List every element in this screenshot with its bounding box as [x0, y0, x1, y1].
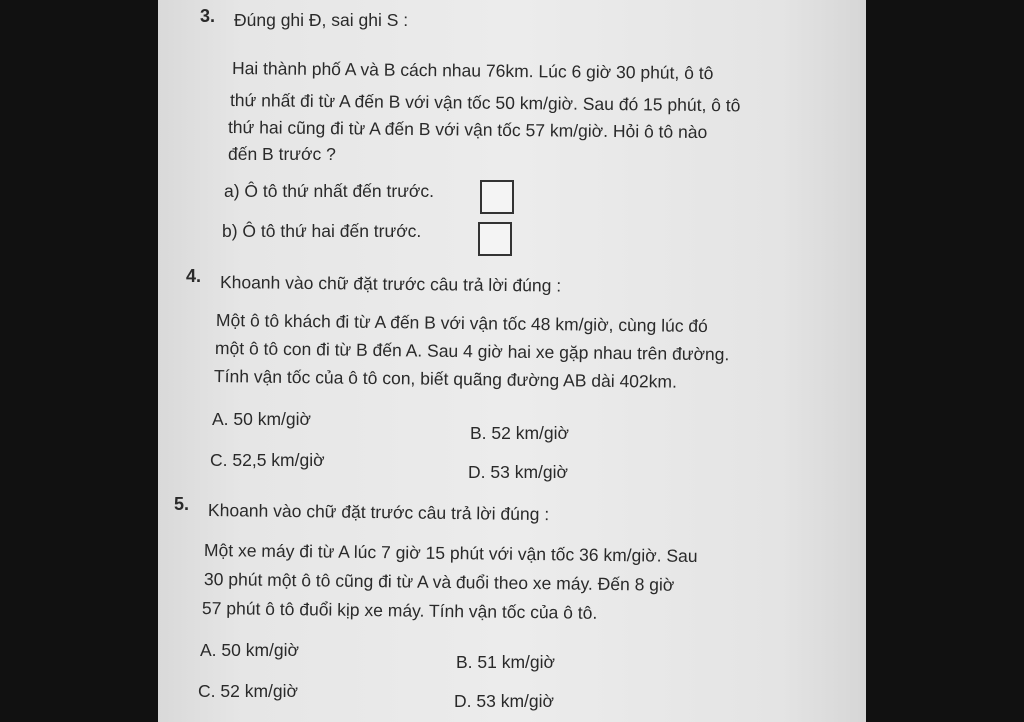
q3-option-a: a) Ô tô thứ nhất đến trước. — [224, 181, 434, 201]
q5-choice-d[interactable]: D. 53 km/giờ — [454, 691, 554, 711]
q3-option-a-checkbox[interactable] — [480, 180, 514, 214]
q3-text-line-2: thứ nhất đi từ A đến B với vận tốc 50 km/giờ. Sau đó 15 phút, ô tô — [229, 90, 741, 116]
q3-number: 3. — [200, 6, 216, 26]
q3-text-line-4: đến B trước ? — [228, 144, 336, 164]
q4-text-line-2: một ô tô con đi từ B đến A. Sau 4 giờ hai xe gặp nhau trên đường. — [214, 338, 730, 365]
q5-text-line-1: Một xe máy đi từ A lúc 7 giờ 15 phút với vận tốc 36 km/giờ. Sau — [203, 540, 698, 567]
q3-text-line-1: Hai thành phố A và B cách nhau 76km. Lúc 6 giờ 30 phút, ô tô — [231, 58, 714, 84]
q5-choice-c[interactable]: C. 52 km/giờ — [198, 681, 298, 701]
q3-text-line-3: thứ hai cũng đi từ A đến B với vận tốc 57 km/giờ. Hỏi ô tô nào — [227, 117, 708, 143]
q5-text-line-2: 30 phút một ô tô cũng đi từ A và đuổi theo xe máy. Đến 8 giờ — [203, 569, 675, 595]
q5-choice-b[interactable]: B. 51 km/giờ — [456, 652, 556, 672]
q3-option-b-checkbox[interactable] — [478, 222, 512, 256]
q4-text-line-1: Một ô tô khách đi từ A đến B với vận tốc 48 km/giờ, cùng lúc đó — [215, 310, 708, 337]
q4-instruction: Khoanh vào chữ đặt trước câu trả lời đúng : — [219, 272, 562, 296]
q5-text-line-3: 57 phút ô tô đuổi kịp xe máy. Tính vận tốc của ô tô. — [201, 598, 598, 623]
q4-choice-d[interactable]: D. 53 km/giờ — [468, 462, 568, 482]
q5-choice-a[interactable]: A. 50 km/giờ — [200, 640, 300, 660]
q4-choice-c[interactable]: C. 52,5 km/giờ — [210, 450, 325, 470]
q4-choice-b[interactable]: B. 52 km/giờ — [470, 423, 570, 443]
q3-instruction: Đúng ghi Đ, sai ghi S : — [234, 10, 409, 30]
textbook-page — [158, 0, 866, 722]
q4-number: 4. — [186, 266, 202, 286]
q5-number: 5. — [174, 494, 190, 514]
q5-instruction: Khoanh vào chữ đặt trước câu trả lời đúng : — [207, 500, 550, 525]
q4-choice-a[interactable]: A. 50 km/giờ — [212, 409, 312, 429]
q4-text-line-3: Tính vận tốc của ô tô con, biết quãng đường AB dài 402km. — [213, 366, 678, 392]
q3-option-b: b) Ô tô thứ hai đến trước. — [222, 221, 422, 241]
